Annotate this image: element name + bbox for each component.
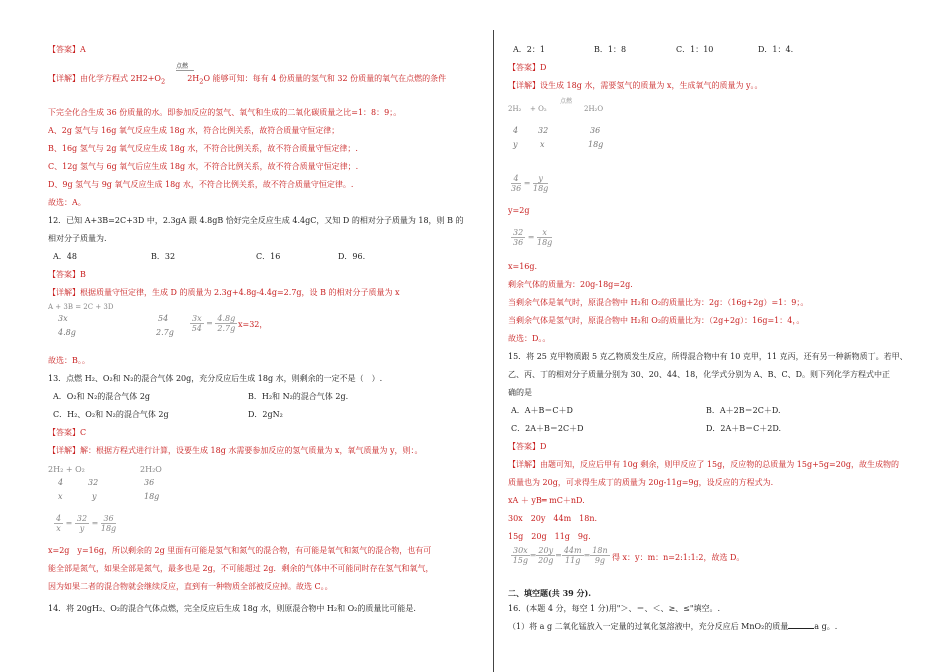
q14-option-b: B．1：8 (594, 45, 627, 54)
q13-frac-2-num: 32 (76, 514, 88, 523)
q14-r2-a: y (513, 140, 518, 149)
q15-row-1: 30x 20y 44m 18n. (508, 514, 598, 523)
q11-answer: 【答案】A (48, 45, 86, 54)
q15-frac-1 (511, 546, 530, 565)
q12-row2-a: 4.8g (58, 328, 76, 337)
q14-eq-h2o: 2H₂O (584, 105, 604, 113)
q12-result: x=32， (238, 320, 268, 329)
q15-frac-1-den: 15g (512, 556, 528, 565)
q15-frac-3-den: 11g (565, 556, 581, 565)
q14-eq-cond: 点燃 (560, 98, 573, 105)
q15-frac-2-num: 20y (538, 546, 554, 555)
q14-r2-c: 18g (588, 140, 604, 149)
q14-frac1-right-num: y (533, 174, 548, 184)
q16-sub-1-b: a g。. (814, 622, 838, 631)
q12-frac-2-num: 4.8g (217, 314, 236, 323)
q14-option-c: C．1：10 (676, 45, 714, 54)
q14-frac2-right-den: 18g (536, 238, 553, 247)
q15-result: 得 x：y：m：n=2:1:1:2，故选 D。 (612, 553, 745, 562)
q15-frac-4-den: 9g (594, 556, 606, 565)
section-title: 二、填空题(共 39 分). (508, 588, 592, 598)
q15-stem-2: 乙、丙、丁的相对分子质量分别为 30、20、44、18，化学式分别为 A、B、C、D。则下列化学方程式中正 (508, 370, 890, 379)
q12-frac-1-den: 54 (191, 324, 202, 333)
q12-row1-b: 54 (158, 314, 169, 323)
q12-frac-1-num: 3x (192, 314, 202, 323)
q12-stem-2: 相对分子质量为. (48, 234, 107, 243)
q15-stem-3: 确的是 (508, 388, 532, 397)
q14-y-result: y=2g (508, 206, 530, 215)
q13-frac-2 (75, 514, 89, 533)
q14-proportion-2: $\frac{32}{36}$ = $\frac{x}{18g}$ (513, 228, 553, 247)
q12-frac-2 (215, 314, 237, 333)
q13-frac-1 (54, 514, 63, 533)
q12-row2-b: 2.7g (156, 328, 174, 337)
q11-conclusion: 故选：A。 (48, 198, 86, 207)
q15-frac-3 (562, 546, 584, 565)
q13-r1-a: 4 (58, 478, 64, 487)
q13-proportion: $\frac{4}{x}$ = $\frac{32}{y}$ = $\frac{36}{18g}$ (56, 514, 117, 533)
q13-line-2: 能全部是氮气，如果全部是氮气，最多也是 2g，不可能超过 2g．剩余的气体中不可能同时存在氢气和氧气， (48, 564, 434, 573)
q12-option-d: D．96. (338, 252, 366, 261)
q16-blank-1[interactable] (788, 620, 814, 629)
q12-answer: 【答案】B (48, 270, 86, 279)
q13-r2-a: x (58, 492, 63, 501)
q13-stem: 13．点燃 H₂、O₂和 N₂的混合气体 20g，充分反应后生成 18g 水，则剩余的一定不是（ ）. (48, 374, 383, 383)
q13-frac-1-num: 4 (56, 514, 62, 523)
q13-r2-b: y (92, 492, 97, 501)
q15-option-c: C．2A＋B＝2C＋D (511, 424, 584, 433)
q14-frac1-right (533, 174, 548, 193)
q11-detail-sub: 2 (160, 77, 166, 86)
q11-detail-b2: 2 (199, 77, 204, 86)
q14-case-1: 当剩余气体是氧气时，原混合物中 H₂和 O₂的质量比为：2g：（16g+2g）=1：9；。 (508, 298, 809, 307)
q15-option-a: A．A＋B＝C＋D (511, 406, 573, 415)
q11-detail (48, 74, 446, 87)
q15-frac-2 (536, 546, 555, 565)
q14-frac2-left-num: 32 (513, 228, 524, 237)
q13-line-3: 因为如果二者的混合物就会继续反应，直到有一种物质全部被反应掉。故选 C。。 (48, 582, 333, 591)
q13-r2-c: 18g (144, 492, 160, 501)
q14-eq-h2: 2H₂ (508, 105, 522, 113)
q15-line-2: 质量也为 20g，可求得生成丁的质量为 20g-11g=9g，设反应的方程式为. (508, 478, 774, 487)
q16-sub-1 (508, 620, 837, 632)
q15-answer: 【答案】D (508, 442, 547, 451)
q15-frac-2-den: 20g (538, 556, 554, 565)
q13-option-d: D．2gN₂ (248, 410, 283, 419)
q14-frac2-left-den: 36 (513, 238, 524, 247)
column-divider (493, 30, 494, 672)
q14-remain: 剩余气体的质量为：20g-18g=2g. (508, 280, 633, 289)
q15-line-1: 【详解】由题可知，反应后甲有 10g 剩余，则甲反应了 15g，反应物的总质量为 15g+5g=20g，故生成物的 (508, 460, 899, 469)
q12-stem-1: 12．已知 A+3B=2C+3D 中，2.3gA 跟 4.8gB 恰好完全反应生成 4.4gC，又知 D 的相对分子质量为 18，则 B 的 (48, 216, 464, 225)
q15-equation: xA ＋ yB═ mC＋nD. (508, 496, 585, 505)
q12-detail: 【详解】根据质量守恒定律，生成 D 的质量为 2.3g+4.8g-4.4g=2.7g，设 B 的相对分子质量为 x (48, 288, 400, 297)
left-column (48, 0, 478, 672)
q15-stem-1: 15．将 25 克甲物质跟 5 克乙物质发生反应，所得混合物中有 10 克甲，11 克丙，还有另一种新物质丁。若甲、 (508, 352, 908, 361)
q13-r1-c: 36 (144, 478, 155, 487)
q11-option-d: D、9g 氢气与 9g 氧气反应生成 18g 水，不符合比例关系，故不符合质量守恒定律。. (48, 180, 354, 189)
q14-frac1-left-num: 4 (511, 174, 521, 184)
q14-conclusion: 故选：D。。 (508, 334, 551, 343)
q13-answer: 【答案】C (48, 428, 87, 437)
q14-case-2: 当剩余气体是氢气时，原混合物中 H₂和 O₂的质量比为：（2g+2g）：16g=1：4，。 (508, 316, 805, 325)
q14-r2-b: x (540, 140, 545, 149)
q14-frac1-right-den: 18g (532, 184, 549, 193)
q11-option-a: A、2g 氢气与 16g 氧气反应生成 18g 水，符合比例关系，故符合质量守恒定律； (48, 126, 340, 135)
q14-frac2-right-num: x (537, 228, 552, 238)
q12-row1-a: 3x (58, 314, 68, 323)
q13-option-a: A．O₂和 N₂的混合气体 2g (53, 392, 151, 401)
right-column (508, 0, 938, 672)
q11-detail-b: 2H (187, 74, 200, 83)
q14-r1-b: 32 (538, 126, 549, 135)
q14-frac2-left (511, 228, 525, 247)
q15-row-2: 15g 20g 11g 9g. (508, 532, 591, 541)
q11-condition: 点燃 (176, 63, 189, 70)
q11-detail-a: 【详解】由化学方程式 2H2+O (48, 74, 161, 83)
q14-frac1-left (511, 174, 521, 193)
q13-frac-1-den: x (56, 524, 61, 533)
q15-option-b: B．A＋2B＝2C＋D. (706, 406, 781, 415)
q14-detail: 【详解】设生成 18g 水，需要氢气的质量为 x，生成氧气的质量为 y。。 (508, 81, 763, 90)
q13-frac-3 (101, 514, 116, 533)
q11-detail-c: O 能够可知：每有 4 份质量的氢气和 32 份质量的氧气在点燃的条件 (203, 74, 447, 83)
q13-line-1: x=2g y=16g，所以剩余的 2g 里面有可能是氢气和氮气的混合物，有可能是氧气和氮气的混合物，也有可 (48, 546, 432, 555)
q14-answer: 【答案】D (508, 63, 547, 72)
q14-r1-a: 4 (513, 126, 519, 135)
q12-option-b: B．32 (151, 252, 176, 261)
q16-sub-1-a: （1）将 a g 二氧化锰放入一定量的过氧化氢溶液中，充分反应后 MnO₂的质量 (508, 622, 789, 631)
q12-frac-1 (190, 314, 204, 333)
q13-detail: 【详解】解：根据方程式进行计算，设要生成 18g 水需要参加反应的氢气质量为 x，氧气质量为 y，则：。 (48, 446, 423, 455)
q14-proportion-1: $\frac{4}{36}$ = $\frac{y}{18g}$ (511, 174, 549, 193)
q14-r1-c: 36 (590, 126, 601, 135)
q15-option-d: D．2A＋B＝C＋2D. (706, 424, 782, 433)
q12-proportion: $\frac{3x}{54}$ = $\frac{4.8g}{2.7g}$ (191, 314, 236, 333)
q15-frac-4 (590, 546, 609, 565)
q15-frac-4-num: 18n (592, 546, 608, 555)
q13-r1-b: 32 (88, 478, 99, 487)
q11-option-c: C、12g 氢气与 6g 氧气后应生成 18g 水，不符合比例关系，故不符合质量守恒定律；. (48, 162, 359, 171)
q15-frac-1-num: 30x (513, 546, 528, 555)
q11-reaction-line (176, 70, 194, 71)
q14-x-result: x=16g. (508, 262, 538, 271)
q12-option-c: C．16 (256, 252, 281, 261)
q14-frac1-left-den: 36 (511, 184, 522, 193)
q11-line2: 下完全化合生成 36 份质量的水。即参加反应的氢气、氧气和生成的二氧化碳质量之比=1：8：9；。 (48, 108, 402, 117)
q14-stem: 14．将 20gH₂、O₂的混合气体点燃，完全反应后生成 18g 水，则原混合物中 H₂和 O₂的质量比可能是. (48, 604, 416, 613)
q13-option-b: B．H₂和 N₂的混合气体 2g. (248, 392, 349, 401)
q15-proportion: $\frac{30x}{15g}$ = $\frac{20y}{20g}$ = $\frac{44m}{11g}$ = $\frac{18n}{9g}$ (512, 546, 608, 565)
q14-option-d: D．1：4. (758, 45, 794, 54)
q15-frac-3-num: 44m (563, 546, 582, 555)
q13-option-c: C．H₂、O₂和 N₂的混合气体 2g (53, 410, 169, 419)
q13-frac-3-den: 18g (100, 524, 117, 533)
q13-eq-right: 2H₂O (140, 465, 162, 474)
q12-equation: A + 3B = 2C + 3D (48, 303, 114, 311)
q12-conclusion: 故选：B。。 (48, 356, 90, 365)
q14-eq-o2: + O₂ (530, 105, 547, 113)
q16-stem: 16．(本题 4 分，每空 1 分)用"＞、＝、＜、≥、≤"填空。. (508, 604, 721, 613)
q11-option-b: B、16g 氢气与 2g 氧气反应生成 18g 水，不符合比例关系，故不符合质量守恒定律；. (48, 144, 358, 153)
q13-frac-3-num: 36 (101, 514, 116, 524)
q13-eq-left: 2H₂ + O₂ (48, 465, 85, 474)
q12-option-a: A．48 (53, 252, 77, 261)
q14-option-a: A．2：1 (513, 45, 545, 54)
q14-frac2-right (537, 228, 552, 247)
q12-frac-2-den: 2.7g (217, 324, 236, 333)
q13-frac-2-den: y (79, 524, 85, 533)
